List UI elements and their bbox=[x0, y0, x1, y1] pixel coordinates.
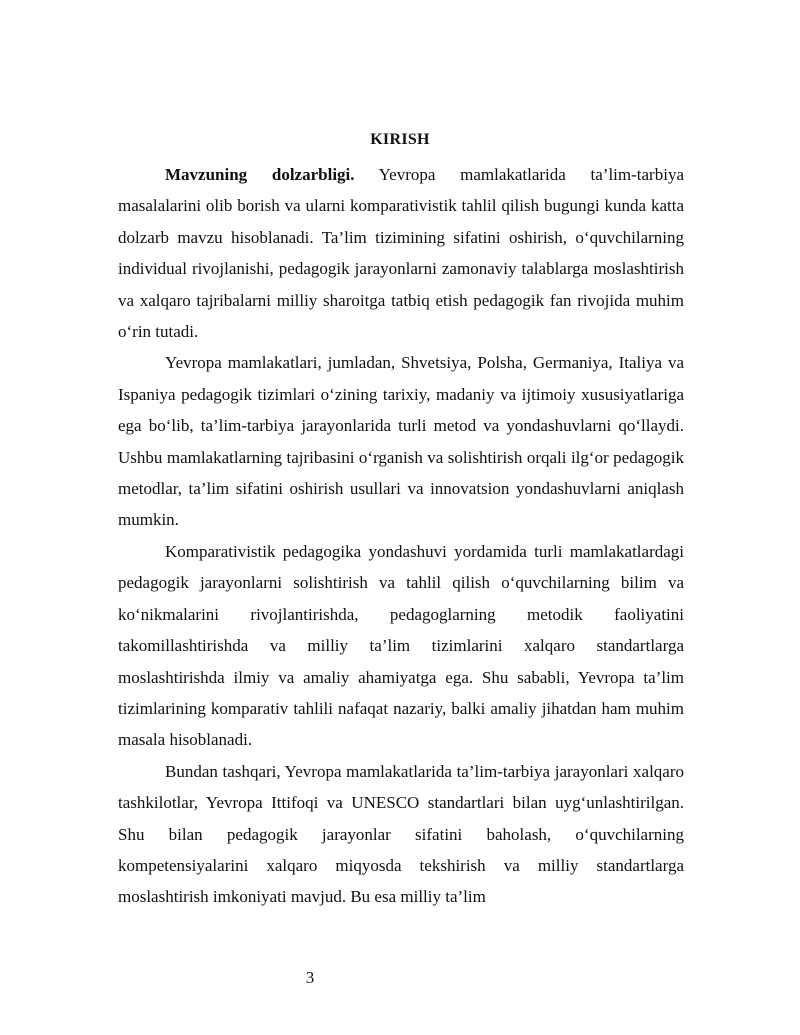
paragraph-4 bbox=[118, 756, 684, 913]
paragraph-1 bbox=[118, 159, 684, 347]
paragraph-2 bbox=[118, 347, 684, 535]
paragraph-text: Yevropa mamlakatlarida ta’lim-tarbiya masalalarini olib borish va ularni komparativistik tahlil qilish bugungi kunda katta dolzarb mavzu hisoblanadi. Ta’lim tizimining sifatini oshirish, o‘quvchilarning individual rivojlanishi, pedagogik jarayonlarni zamonaviy talablarga moslashtirish va xalqaro tajribalarni milliy sharoitga tatbiq etish pedagogik fan rivojida muhim o‘rin tutadi. bbox=[118, 165, 684, 342]
page-number: 3 bbox=[305, 968, 315, 987]
paragraph-text: Yevropa mamlakatlari, jumladan, Shvetsiya, Polsha, Germaniya, Italiya va Ispaniya pedagogik tizimlari o‘zining tarixiy, madaniy va ijtimoiy xususiyatlariga ega bo‘lib, ta’lim-tarbiya jarayonlarida turli metod va yondashuvlarni qo‘llaydi. Ushbu mamlakatlarning tajribasini o‘rganish va solishtirish orqali ilg‘or pedagogik metodlar, ta’lim sifatini oshirish usullari va innovatsion yondashuvlarni aniqlash mumkin. bbox=[118, 353, 684, 530]
section-heading: KIRISH bbox=[370, 131, 430, 148]
paragraph-lead: Mavzuning dolzarbligi. bbox=[165, 165, 355, 184]
paragraph-text: Bundan tashqari, Yevropa mamlakatlarida ta’lim-tarbiya jarayonlari xalqaro tashkilotlar, Yevropa Ittifoqi va UNESCO standartlari bilan uyg‘unlashtirilgan. Shu bilan pedagogik jarayonlar sifatini baholash, o‘quvchilarning kompetensiyalarini xalqaro miqyosda tekshirish va milliy standartlarga moslashtirish imkoniyati mavjud. Bu esa milliy ta’lim bbox=[118, 761, 684, 907]
paragraph-text: Komparativistik pedagogika yondashuvi yordamida turli mamlakatlardagi pedagogik jarayonlarni solishtirish va tahlil qilish o‘quvchilarning bilim va ko‘nikmalarini rivojlantirishda, pedagoglarning metodik faoliyatini takomillashtirishda va milliy ta’lim tizimlarini xalqaro standartlarga moslashtirishda ilmiy va amaliy ahamiyatga ega. Shu sababli, Yevropa ta’lim tizimlarining komparativ tahlili nafaqat nazariy, balki amaliy jihatdan ham muhim masala hisoblanadi. bbox=[118, 541, 684, 750]
paragraph-3 bbox=[118, 536, 684, 756]
body-text bbox=[118, 159, 684, 913]
